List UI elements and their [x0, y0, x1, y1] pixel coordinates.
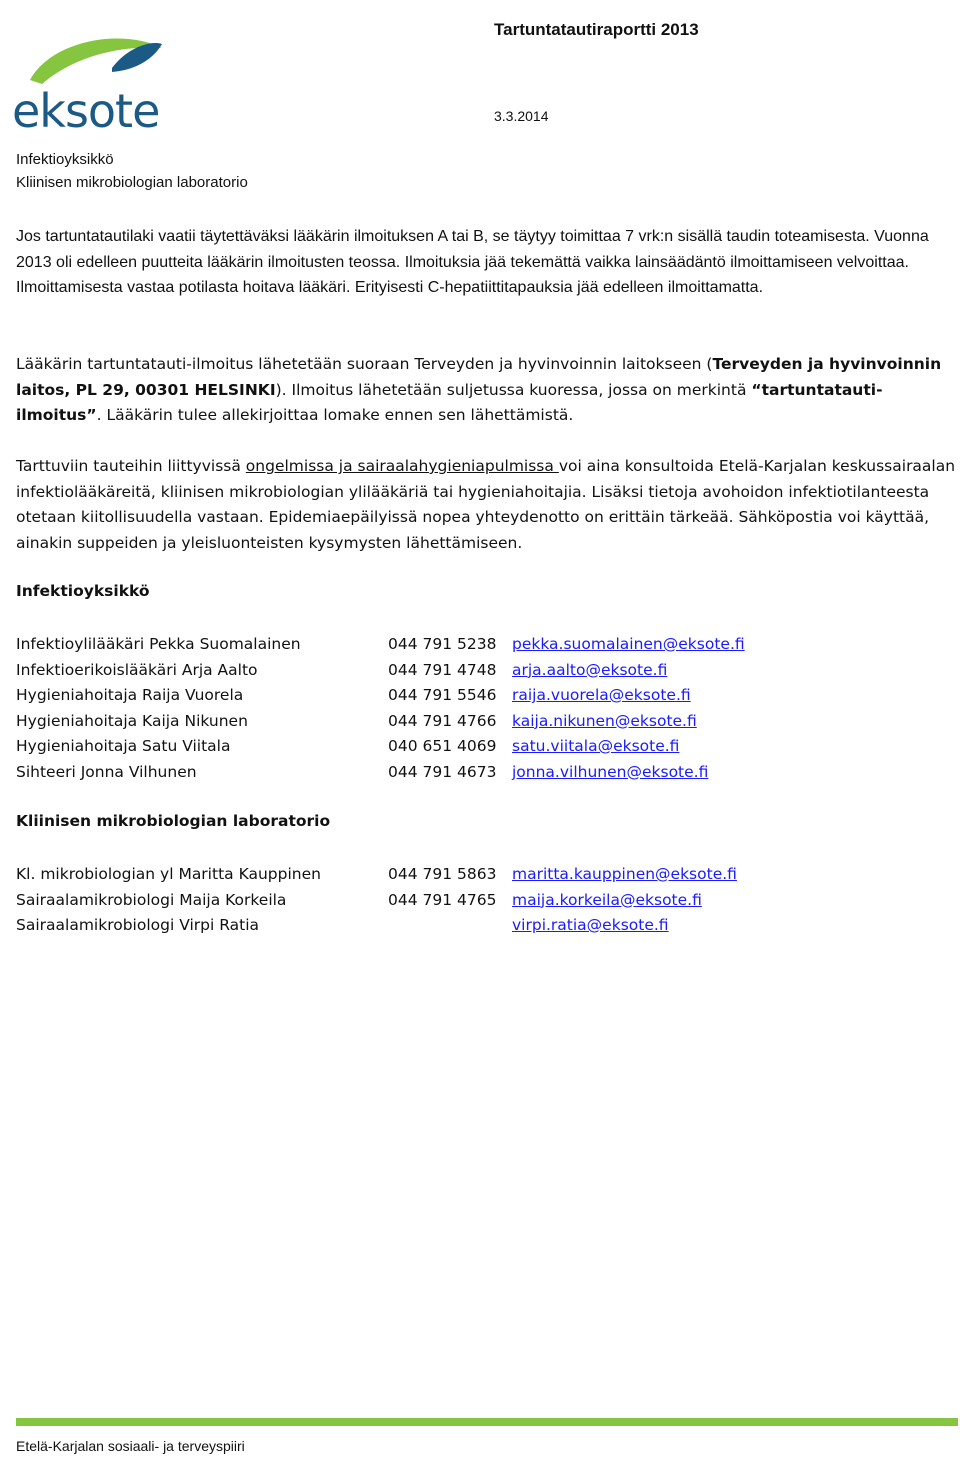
- contact-name: Sihteeri Jonna Vilhunen: [16, 762, 197, 781]
- paragraph-reporting: Jos tartuntatautilaki vaatii täytettäväksi lääkärin ilmoituksen A tai B, se täytyy toimittaa 7 vrk:n sisällä taudin toteamisesta. Vuonna 2013 oli edelleen puutteita lääkärin ilmoitusten teossa. Ilmoituksia jää tekemättä vaikka lainsäädäntö ilmoittamiseen velvoittaa. Ilmoittamisesta vastaa potilasta hoitava lääkäri. Erityisesti C-hepatiittitapauksia jää edelleen ilmoittamatta.: [16, 228, 929, 296]
- contact-phone: 044 791 4673: [388, 762, 497, 781]
- paragraph-notification: [16, 352, 956, 429]
- contact-row: [16, 913, 956, 939]
- contact-row: [16, 632, 956, 658]
- contact-name: Hygieniahoitaja Raija Vuorela: [16, 686, 244, 704]
- contact-row: [16, 888, 956, 914]
- contact-name: Hygieniahoitaja Satu Viitala: [16, 737, 231, 755]
- section-heading-lab: Kliinisen mikrobiologian laboratorio: [16, 812, 331, 830]
- contact-email-link[interactable]: pekka.suomalainen@eksote.fi: [512, 635, 745, 653]
- report-date: 3.3.2014: [494, 108, 549, 124]
- contact-phone: 044 791 4748: [388, 660, 497, 679]
- contact-phone: 044 791 5546: [388, 686, 497, 704]
- contact-phone: 044 791 4765: [388, 890, 497, 909]
- contact-row: [16, 709, 956, 735]
- contact-list-infektio: [16, 632, 956, 785]
- p2-text-a: Lääkärin tartuntatauti-ilmoitus lähetetään suoraan Terveyden ja hyvinvoinnin laitokseen (: [16, 355, 713, 373]
- contact-list-lab: [16, 862, 956, 939]
- logo-text: eksote: [12, 84, 160, 138]
- contact-email-link[interactable]: jonna.vilhunen@eksote.fi: [512, 762, 709, 781]
- footer-bar: [16, 1418, 958, 1426]
- unit-line-1: Infektioyksikkö: [16, 151, 114, 168]
- p3-text-c: voi aina konsultoida Etelä-Karjalan keskussairaalan infektiolääkäreitä, kliinisen mikrobiologian ylilääkäriä tai hygieniahoitajia. Lisäksi tietoja avohoidon infektiotilanteesta otetaan kiitollisuudella vastaan. Epidemiaepäilyissä nopea yhteydenotto on erittäin tärkeää. Sähköpostia voi käyttää, ainakin suppeiden ja yleisluonteisten kysymysten lähettämiseen.: [16, 457, 956, 552]
- contact-email-link[interactable]: virpi.ratia@eksote.fi: [512, 916, 669, 934]
- thl-address: Terveyden ja hyvinvoinnin laitos, PL 29, 00301 HELSINKI: [16, 355, 942, 399]
- section-heading-infektio: Infektioyksikkö: [16, 582, 150, 600]
- contact-row: [16, 734, 956, 760]
- contact-email-link[interactable]: maritta.kauppinen@eksote.fi: [512, 865, 737, 883]
- contact-email-link[interactable]: kaija.nikunen@eksote.fi: [512, 711, 697, 730]
- contact-email-link[interactable]: maija.korkeila@eksote.fi: [512, 890, 702, 909]
- contact-row: [16, 760, 956, 786]
- contact-row: [16, 658, 956, 684]
- contact-row: [16, 862, 956, 888]
- contact-phone: 044 791 4766: [388, 711, 497, 730]
- footer-text: Etelä-Karjalan sosiaali- ja terveyspiiri: [16, 1438, 245, 1454]
- contact-name: Sairaalamikrobiologi Maija Korkeila: [16, 890, 287, 909]
- contact-name: Sairaalamikrobiologi Virpi Ratia: [16, 916, 260, 934]
- contact-phone: 044 791 5863: [388, 865, 497, 883]
- contact-email-link[interactable]: arja.aalto@eksote.fi: [512, 660, 668, 679]
- contact-email-link[interactable]: satu.viitala@eksote.fi: [512, 737, 680, 755]
- p2-text-c: ). Ilmoitus lähetetään suljetussa kuoressa, jossa on merkintä: [275, 380, 752, 399]
- unit-line-2: Kliinisen mikrobiologian laboratorio: [16, 174, 248, 191]
- report-title: Tartuntatautiraportti 2013: [494, 20, 699, 39]
- contact-name: Kl. mikrobiologian yl Maritta Kauppinen: [16, 865, 321, 883]
- contact-phone: 044 791 5238: [388, 635, 497, 653]
- contact-name: Hygieniahoitaja Kaija Nikunen: [16, 711, 248, 730]
- contact-name: Infektioylilääkäri Pekka Suomalainen: [16, 635, 301, 653]
- paragraph-consultation: [16, 454, 956, 556]
- p3-underlined: ongelmissa ja sairaalahygieniapulmissa: [245, 457, 559, 475]
- contact-email-link[interactable]: raija.vuorela@eksote.fi: [512, 686, 691, 704]
- contact-name: Infektioerikoislääkäri Arja Aalto: [16, 660, 258, 679]
- contact-row: [16, 683, 956, 709]
- envelope-marking: “tartuntatauti-ilmoitus”: [16, 380, 883, 424]
- contact-phone: 040 651 4069: [388, 737, 497, 755]
- p3-text-a: Tarttuviin tauteihin liittyvissä: [16, 457, 246, 475]
- p2-text-e: . Lääkärin tulee allekirjoittaa lomake ennen sen lähettämistä.: [96, 406, 574, 424]
